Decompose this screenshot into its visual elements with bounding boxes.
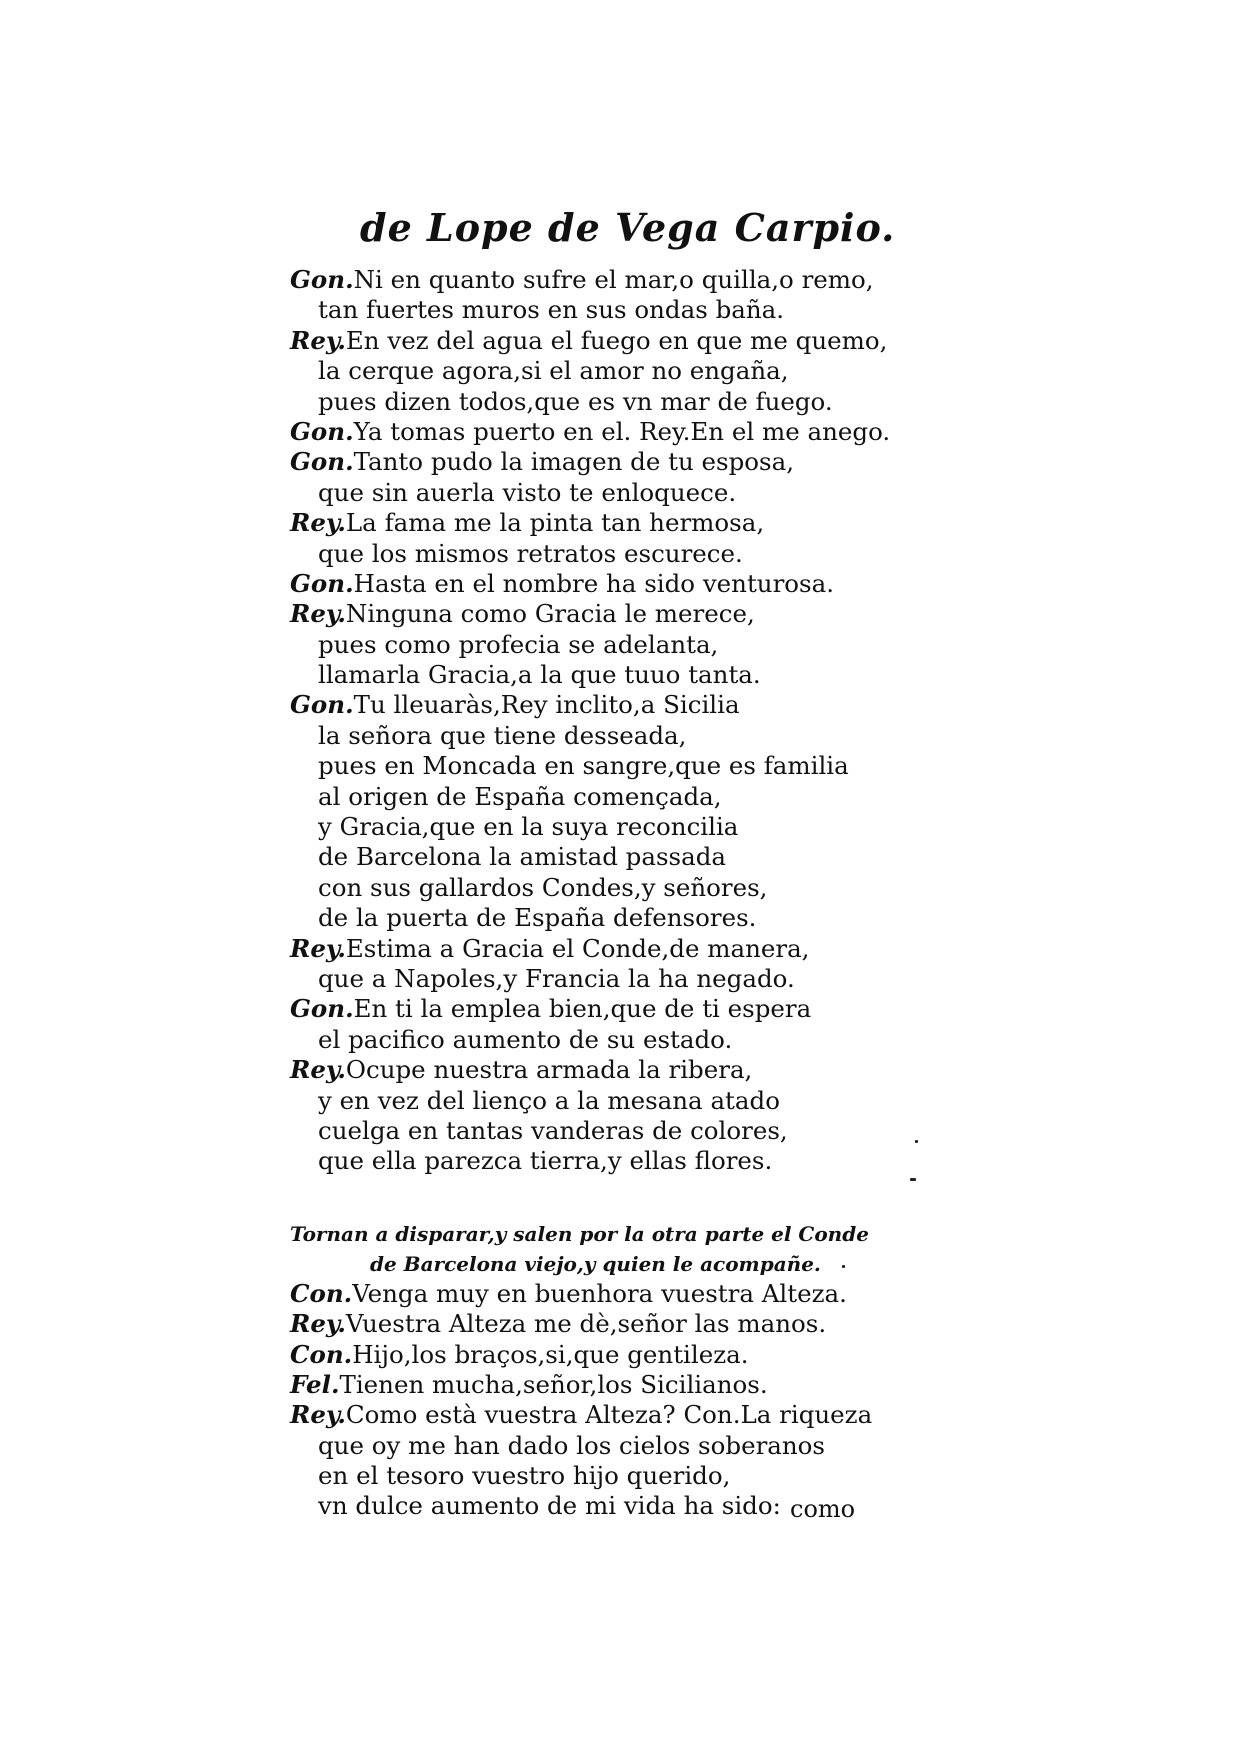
verse-text: pues dizen todos,que es vn mar de fuego. [318,386,833,416]
verse-text: de la puerta de España defensores. [318,903,757,933]
verse-line [290,994,910,1024]
print-speck [842,1265,845,1268]
verse-line [290,1279,910,1309]
verse-line [290,1309,910,1339]
verse-text: Ni en quanto sufre el mar,o quilla,o remo, [353,265,874,294]
verse-text: que oy me han dado los cielos soberanos [318,1430,825,1460]
verse-line [290,812,910,842]
text-body [290,265,910,1522]
verse-line [290,721,910,751]
verse-text: pues como profecia se adelanta, [318,629,719,659]
verse-text: que a Napoles,y Francia la ha negado. [318,963,795,993]
verse-line [290,1055,910,1085]
verse-line [290,508,910,538]
verse-line [290,1086,910,1116]
speaker-name: Rey. [290,599,346,629]
verse-block-1 [290,265,910,1177]
verse-text: la cerque agora,si el amor no engaña, [318,356,789,386]
verse-line [290,1461,910,1491]
verse-text: con sus gallardos Condes,y señores, [318,872,768,902]
verse-text: Como està vuestra Alteza? Con.La riqueza [345,1400,873,1430]
print-speck [910,1178,916,1181]
verse-line [290,1146,910,1176]
verse-line [290,1116,910,1146]
verse-text: y Gracia,que en la suya reconcilia [318,812,739,842]
verse-line [290,356,910,386]
verse-text: y en vez del lienço a la mesana atado [318,1085,780,1115]
verse-block-2 [290,1279,910,1522]
verse-text: Tanto pudo la imagen de tu esposa, [353,447,795,477]
speaker-name: Rey. [290,1055,346,1085]
speaker-name: Rey. [290,1309,346,1339]
verse-line [290,660,910,690]
verse-line [290,873,910,903]
verse-line [290,447,910,477]
speaker-name: Gon. [290,568,354,598]
stage-direction-line: Tornan a disparar,y salen por la otra parte el Conde [290,1221,869,1246]
verse-text: En vez del agua el fuego en que me quemo, [345,325,888,355]
verse-line [290,295,910,325]
verse-text: Hijo,los braços,si,que gentileza. [352,1339,749,1369]
speaker-name: Fel. [290,1369,340,1399]
verse-line [290,782,910,812]
verse-line [290,1340,910,1370]
verse-text: en el tesoro vuestro hijo querido, [318,1461,731,1491]
verse-line [290,630,910,660]
stage-direction [290,1219,910,1279]
verse-text: Tu lleuaràs,Rey inclito,a Sicilia [353,690,740,720]
speaker-name: Gon. [290,447,354,477]
verse-line [290,417,910,447]
speaker-name: Con. [290,1278,353,1308]
verse-text: al origen de España començada, [318,781,722,811]
verse-text: tan fuertes muros en sus ondas baña. [318,295,785,325]
verse-line [290,934,910,964]
verse-text: En ti la emplea bien,que de ti espera [353,994,812,1024]
verse-line [290,539,910,569]
speaker-name: Rey. [290,508,346,538]
verse-text: vn dulce aumento de mi vida ha sido: [318,1491,781,1521]
print-speck [915,1140,918,1143]
speaker-name: Gon. [290,690,354,720]
verse-text: que ella parezca tierra,y ellas flores. [318,1146,773,1176]
verse-line [290,599,910,629]
speaker-name: Con. [290,1339,353,1369]
stage-direction-line: de Barcelona viejo,y quien le acompañe. [370,1251,821,1276]
catchword: como [790,1495,856,1523]
verse-text: Tienen mucha,señor,los Sicilianos. [339,1369,768,1399]
verse-text: la señora que tiene desseada, [318,720,687,750]
verse-text: que los mismos retratos escurece. [318,538,743,568]
verse-text: Ya tomas puerto en el. Rey.En el me anego. [353,416,891,446]
verse-line [290,1400,910,1430]
verse-text: que sin auerla visto te enloquece. [318,477,737,507]
verse-text: Venga muy en buenhora vuestra Alteza. [352,1278,847,1308]
verse-text: Ocupe nuestra armada la ribera, [345,1055,753,1085]
verse-line [290,1370,910,1400]
speaker-name: Rey. [290,933,346,963]
verse-line [290,751,910,781]
verse-text: Estima a Gracia el Conde,de manera, [345,933,810,963]
verse-text: el pacifico aumento de su estado. [318,1024,733,1054]
verse-line [290,1431,910,1461]
verse-line [290,903,910,933]
verse-text: Vuestra Alteza me dè,señor las manos. [345,1309,827,1339]
verse-text: cuelga en tantas vanderas de colores, [318,1115,788,1145]
verse-line [290,326,910,356]
verse-line [290,964,910,994]
verse-line [290,569,910,599]
verse-text: Hasta en el nombre ha sido venturosa. [353,568,835,598]
speaker-name: Gon. [290,265,354,294]
verse-text: de Barcelona la amistad passada [318,842,727,872]
verse-line [290,387,910,417]
speaker-name: Gon. [290,416,354,446]
speaker-name: Gon. [290,994,354,1024]
verse-line [290,265,910,295]
verse-text: pues en Moncada en sangre,que es familia [318,751,849,781]
speaker-name: Rey. [290,1400,346,1430]
speaker-name: Rey. [290,325,346,355]
verse-line [290,842,910,872]
section-gap [290,1177,910,1219]
verse-text: llamarla Gracia,a la que tuuo tanta. [318,660,761,690]
verse-text: La fama me la pinta tan hermosa, [345,508,765,538]
verse-line [290,478,910,508]
verse-line [290,690,910,720]
running-head: de Lope de Vega Carpio. [360,205,896,250]
verse-text: Ninguna como Gracia le merece, [345,599,755,629]
verse-line [290,1025,910,1055]
